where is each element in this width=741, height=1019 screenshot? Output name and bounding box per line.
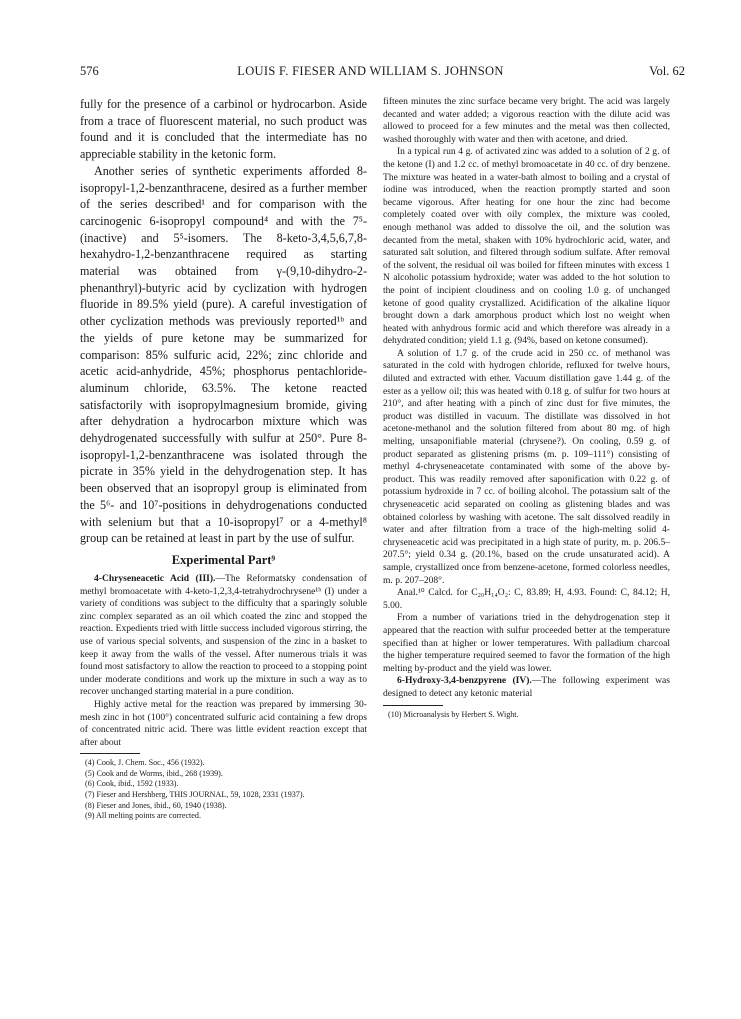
footnote: (8) Fieser and Jones, ibid., 60, 1940 (1938). (85, 800, 227, 810)
left-column (80, 96, 367, 822)
paragraph-text: —The Reformatsky condensation of methyl bromoacetate with 4-keto-1,2,3,4-tetrahydrochrysene¹ᵇ (I) under a variety of conditions was subject to the difficulty that a sparingly soluble zinc complex separated as an oil which coated the zinc and stopped the reaction. Expedients tried with little success included vigorous stirring, the use of various special solvents, and suspension of the zinc in a basket to keep it away from the walls of the vessel. After numerous trials it was found most satisfactory to allow the reaction to proceed to a stopping point under moderate conditions and work up the mixture in such a way as to recover unchanged starting material in a pure condition. (80, 572, 367, 698)
paragraph: Another series of synthetic experiments afforded 8-isopropyl-1,2-benzanthracene, desired as a further member of the series described¹ and for comparison with the carcinogenic 6-isopropyl compound⁴ and with the 7⁵-(inactive) and 5⁵-isomers. The 8-keto-3,4,5,6,7,8-hexahydro-1,2-benzanthracene required as starting material was obtained from γ-(9,10-dihydro-2-phenanthryl)-butyric acid by cyclization with hydrogen fluoride in 89.5% yield (pure). A careful investigation of other cyclization methods was previously reported¹ᵇ and the yields of pure ketone may be summarized for comparison: 85% sulfuric acid, 22%; zinc chloride and acetic acid-anhydride, 45%; phosphorus pentachloride-aluminum chloride, 63.5%. The ketone reacted satisfactorily with isopropylmagnesium bromide, giving after dehydration a hydrocarbon mixture which was dehydrogenated successfully with sulfur at 250°. Pure 8-isopropyl-1,2-benzanthracene was isolated through the picrate in 35% yield in the dehydrogenation step. It has been observed that an isopropyl group is eliminated from the 5⁶- and 10⁷-positions in dehydrogenations conducted with selenium but that a 10-isopropyl⁷ or a 4-methyl⁸ group can be retained at least in part by the use of sulfur. (80, 163, 367, 546)
page-number: 576 (80, 64, 99, 78)
compound-heading: 6-Hydroxy-3,4-benzpyrene (IV). (397, 675, 532, 687)
compound-heading: 4-Chryseneacetic Acid (III). (94, 572, 216, 584)
paragraph: Highly active metal for the reaction was prepared by immersing 30-mesh zinc in hot (100°) concentrated sulfuric acid containing a few drops of concentrated nitric acid. There was little evident reaction except that after about (80, 698, 367, 748)
footnote: (10) Microanalysis by Herbert S. Wight. (388, 709, 519, 719)
paragraph: A solution of 1.7 g. of the crude acid in 250 cc. of methanol was saturated in the cold with hydrogen chloride, refluxed for twelve hours, diluted and extracted with ether. Vacuum distillation gave 1.44 g. of the ester as a yellow oil; this was heated with 0.18 g. of sulfur for two hours at 210°, and after heating with a pinch of zinc dust for five minutes, the product was distilled in vacuum. The distillate was dissolved in hot acetone-methanol and the solution filtered from about 80 mg. of high melting, unsaponifiable material (chrysene?). On cooling, 0.59 g. of product separated as glistening prisms (m. p. 109–111°) consisting of methyl 4-chryseneacetate contaminated with some of the above by-product. This was readily removed after saponification with 0.22 g. of potassium hydroxide in 7 cc. of boiling alcohol. The potassium salt of the chryseneacetic acid separated on cooling as glistening blades and was obtained colorless by washing with acetone. The salt dissolved readily in water and after filtration from a trace of the high-melting solid 4-chryseneacetic acid was precipitated in a high state of purity, m. p. 206.5–207.5°; yield 0.34 g. (20.1%, based on the crude unsaturated acid). A sample, crystallized once from benzene-acetone, formed colorless needles, m. p. 207–208°. (383, 347, 670, 586)
paragraph: From a number of variations tried in the dehydrogenation step it appeared that the reaction with sulfur proceeded better at the temperature specified than at higher or lower temperatures. With palladium charcoal the higher temperature required seemed to favor the formation of the high melting by-product and the yield was lower. (383, 612, 670, 674)
section-title: Experimental Part⁹ (171, 552, 276, 567)
running-header (0, 64, 741, 80)
footnote: (7) Fieser and Hershberg, THIS JOURNAL, 59, 1028, 2331 (1937). (85, 790, 305, 800)
footnote: (6) Cook, ibid., 1592 (1933). (85, 779, 179, 789)
paragraph (80, 573, 367, 699)
footnote: (4) Cook, J. Chem. Soc., 456 (1932). (85, 758, 205, 768)
footnote: (9) All melting points are corrected. (85, 811, 201, 821)
paragraph (383, 675, 670, 700)
paragraph: fully for the presence of a carbinol or hydrocarbon. Aside from a trace of fluorescent material, no such product was found and it is concluded that the intermediate has no appreciable stability in the ketonic form. (80, 97, 367, 162)
volume-label: Vol. 62 (649, 64, 685, 78)
footnote-rule (383, 705, 443, 706)
paragraph: fifteen minutes the zinc surface became very bright. The acid was largely decanted and water added; a vigorous reaction with the dilute acid was allowed to proceed for a few minutes and the metal was then collected, washed thoroughly with water and then with acetone, and dried. (383, 96, 670, 145)
authors-header: LOUIS F. FIESER AND WILLIAM S. JOHNSON (237, 64, 504, 78)
paragraph: Anal.¹⁰ Calcd. for C₂₀H₁₄O₂: C, 83.89; H, 4.93. Found: C, 84.12; H, 5.00. (383, 587, 670, 611)
footnote-rule (80, 753, 140, 754)
right-column (383, 96, 670, 720)
paragraph: In a typical run 4 g. of activated zinc was added to a solution of 2 g. of the ketone (I) and 1.2 cc. of methyl bromoacetate in 40 cc. of dry benzene. The mixture was heated in a water-bath almost to boiling and a crystal of iodine was introduced, when the reaction promptly started and soon became vigorous. After heating for one hour the zinc had become completely coated over with oily complex, the mixture was cooled, enough methanol was added to dissolve the oil, and the solution was decanted from the metal, shaken with 10% hydrochloric acid, water, and saturated salt solution, and filtered through sodium sulfate. After removal of the solvent, the residual oil was boiled for fifteen minutes with excess 1 N alcoholic potassium hydroxide; water was added to the hot solution to the point of incipient cloudiness and on cooling 1.0 g. of unchanged ketone of good quality crystallized. Acidification of the alkaline liquor brought down a dark amorphous product which lost no weight when heated with anhydrous formic acid and which therefore was already in a dehydrated condition; yield 1.1 g. (94%, based on ketone consumed). (383, 146, 670, 347)
footnote: (5) Cook and de Worms, ibid., 268 (1939). (85, 768, 223, 778)
paragraph-text: —The following experiment was designed to detect any ketonic material (383, 675, 670, 699)
